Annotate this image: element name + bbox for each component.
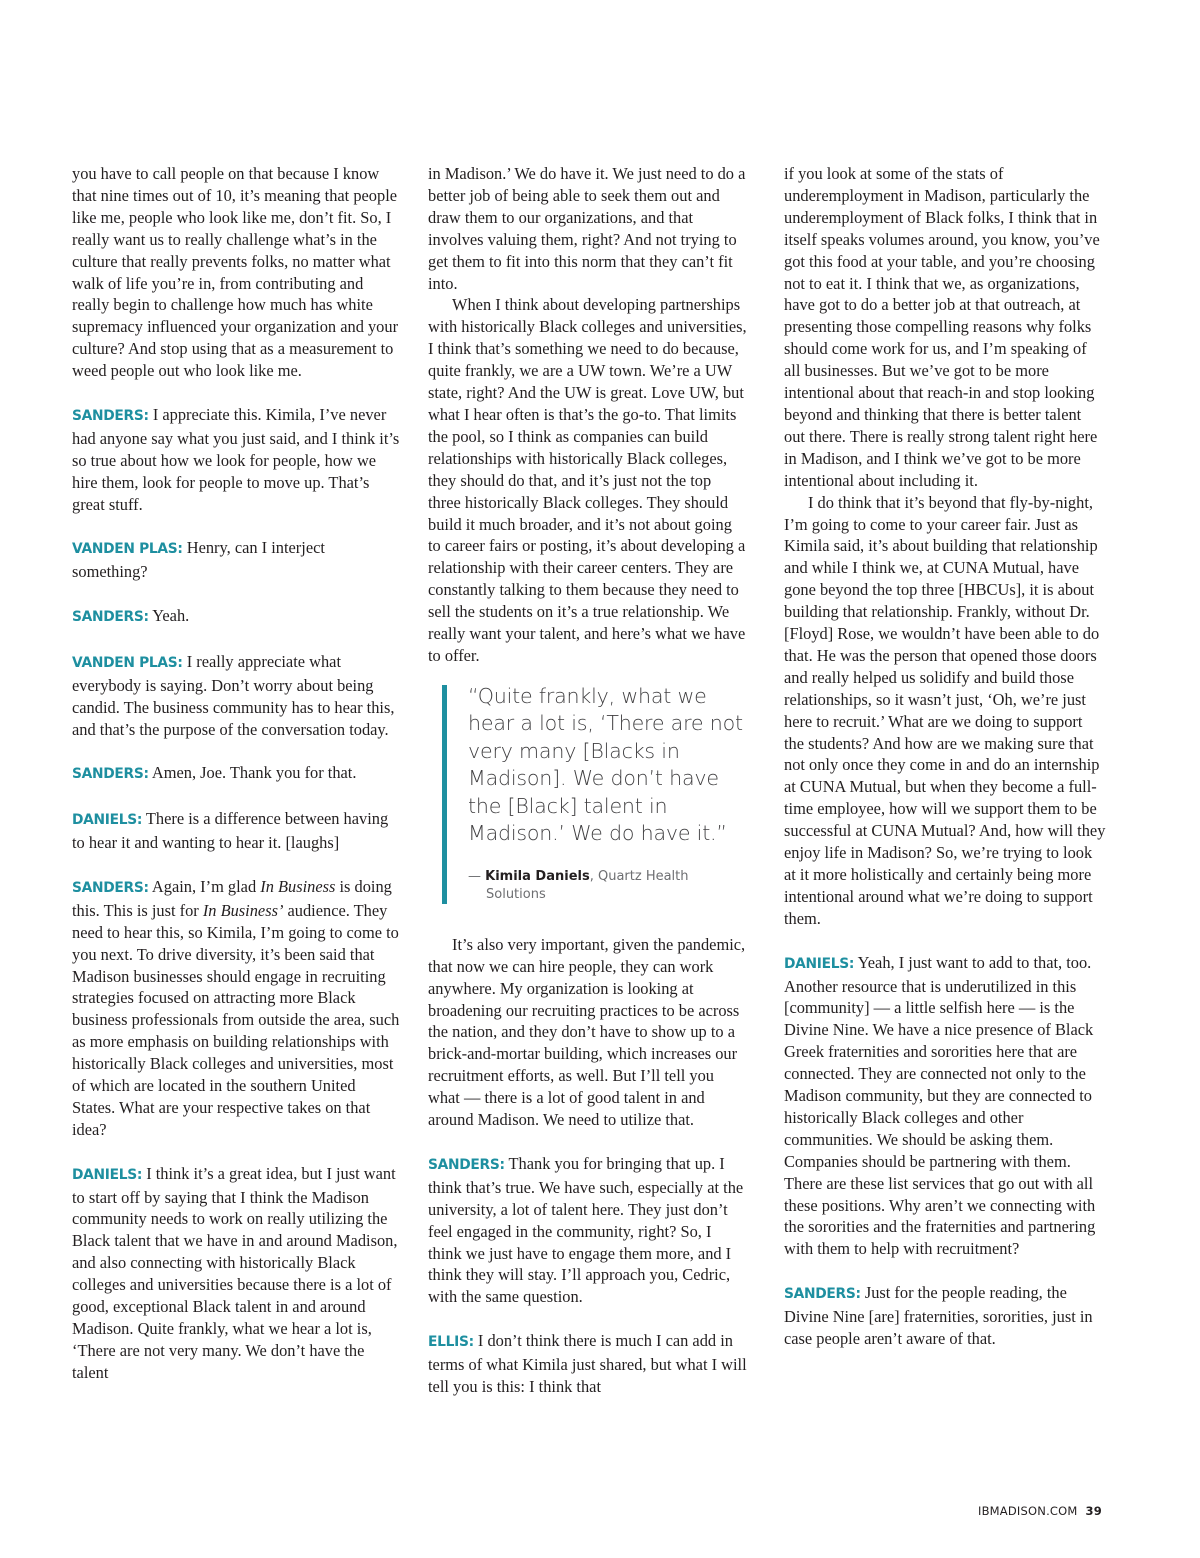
speaker-label: DANIELS:	[72, 1166, 143, 1183]
dialogue-text: is doing this. This is just for	[72, 876, 392, 920]
pull-quote-text: “Quite frankly, what we hear a lot is, ‘There are not very many [Blacks in Madison]. We don’t have the [Black] talent in Madison.’ We do have it.”	[468, 683, 743, 846]
pull-quote-bar	[442, 685, 447, 904]
paragraph: in Madison.’ We do have it. We just need to do a better job of being able to seek them out and draw them to our organizations, and that involves valuing them, right? And not trying to get them to fit into this norm that they can’t fit into.	[428, 164, 746, 293]
paragraph: When I think about developing partnerships with historically Black colleges and universities, I think that’s something we need to do because, quite frankly, we are a UW town. We’re a UW state, right? And the UW is great. Love UW, but what I hear often is that’s the go-to. That limits the pool, so I think as companies can build relationships with historically Black colleges, they should do that, and it’s just not the top three historically Black colleges. They should build it much broader, and it’s not about going to career fairs or posting, it’s about developing a relationship with their career centers. They are constantly talking to them because they need to sell the students on it’s a true relationship. We really want your talent, and here’s what we have to offer.	[428, 295, 747, 665]
publication-title: In Business’	[202, 900, 284, 920]
speaker-label: DANIELS:	[784, 955, 855, 972]
dialogue-text: Yeah.	[148, 606, 190, 626]
speaker-label: SANDERS:	[72, 609, 149, 626]
speaker-label: VANDEN PLAS:	[72, 541, 183, 558]
speaker-label: SANDERS:	[428, 1156, 505, 1173]
dialogue-text: I don’t think there is much I can add in terms of what Kimila just shared, but what I will tell you is this: I think that	[428, 1331, 747, 1396]
dialogue-text: I really appreciate what everybody is saying. Don’t worry about being candid. The business community has to hear this, and that’s the purpose of the conversation today.	[72, 651, 395, 739]
dialogue-text: Thank you for bringing that up. I think that’s true. We have such, especially at the university, a lot of talent here. They just don’t feel engaged in the community, right? So, I think we just have to engage them more, and I think they will stay. I’ll approach you, Cedric, with the same question.	[428, 1153, 744, 1307]
dialogue-sanders	[72, 762, 402, 786]
dialogue-daniels	[72, 808, 402, 854]
dialogue-sanders	[72, 605, 402, 629]
dialogue-sanders	[72, 404, 402, 516]
pull-quote-attribution	[468, 868, 748, 904]
dialogue-ellis	[428, 1330, 748, 1398]
dialogue-text: Amen, Joe. Thank you for that.	[148, 763, 357, 783]
speaker-label: SANDERS:	[72, 407, 149, 424]
dialogue-text: audience. They need to hear this, so Kimila, I’m going to come to you next. To drive diversity, it’s been said that Madison businesses should engage in recruiting strategies focused on attracting more Black business professionals from outside the area, such as more emphasis on building relationships with historically Black colleges and universities, most of which are located in the southern United States. What are your respective takes on that idea?	[72, 900, 400, 1139]
speaker-label: SANDERS:	[784, 1286, 861, 1303]
dialogue-text: I appreciate this. Kimila, I’ve never had anyone say what you just said, and I think it’s so true about how we look for people, how we hire them, look for people to move up. That’s great stuff.	[72, 404, 400, 514]
dialogue-text: There is a difference between having to hear it and wanting to hear it. [laughs]	[72, 809, 389, 853]
attribution-org: , Quartz Health Solutions	[486, 868, 689, 902]
dialogue-sanders	[72, 876, 402, 1141]
column-2	[428, 163, 748, 1398]
dialogue-text: Henry, can I interject something?	[72, 538, 325, 582]
paragraph: you have to call people on that because I know that nine times out of 10, it’s meaning that people like me, people who look like me, don’t fit. So, I really want us to really challenge what’s in the culture that really prevents folks, no matter what walk of life you’re in, from contributing and really begin to challenge how much has white supremacy influenced your organization and your culture? And stop using that as a measurement to weed people out who look like me.	[72, 164, 399, 381]
speaker-label: ELLIS:	[428, 1334, 474, 1351]
paragraph: I do think that it’s beyond that fly-by-night, I’m going to come to your career fair. Just as Kimila said, it’s about building that relationship and while I think we, at CUNA Mutual, have gone beyond the top three [HBCUs], it is about building that relationship. Frankly, without Dr. [Floyd] Rose, we wouldn’t have been able to do that. He was the person that opened those doors and really helped us solidify and build those relationships, so it wasn’t just, ‘Oh, we’re just here to recruit.’ What are we doing to support the students? And how are we making sure that not only once they come in and do an internship at CUNA Mutual, but when they become a full-time employee, how will we support them to be successful at CUNA Mutual? And, how will they enjoy life in Madison? So, we’re trying to look at it more holistically and certainly being more intentional around what we’re doing to support them.	[784, 492, 1106, 928]
dialogue-sanders	[784, 1282, 1106, 1350]
page-footer	[978, 1504, 1102, 1518]
attribution-dash: —	[468, 868, 486, 884]
column-1	[72, 163, 402, 1384]
dialogue-vanden-plas	[72, 537, 402, 583]
attribution-name: Kimila Daniels	[485, 868, 590, 884]
speaker-label: SANDERS:	[72, 766, 149, 783]
footer-site: IBMADISON.COM	[978, 1504, 1078, 1518]
dialogue-daniels	[72, 1163, 402, 1384]
speaker-label: DANIELS:	[72, 812, 143, 829]
speaker-label: VANDEN PLAS:	[72, 654, 183, 671]
speaker-label: SANDERS:	[72, 879, 149, 896]
dialogue-text: Yeah, I just want to add to that, too. Another resource that is underutilized in this [community] — a little selfish here — is the Divine Nine. We have a nice presence of Black Greek fraternities and sororities here that are connected. They are connected not only to the Madison community, but they are connected to historically Black colleges and other communities. We should be asking them. Companies should be partnering with them. There are these list services that go out with all these positions. Why aren’t we connecting with the sororities and the fraternities and partnering with them to help with recruitment?	[784, 952, 1096, 1259]
column-3	[784, 163, 1106, 1350]
dialogue-text: I think it’s a great idea, but I just want to start off by saying that I think the Madison community needs to work on really utilizing the Black talent that we have in and around Madison, and also connecting with historically Black colleges and universities because there is a lot of good, exceptional Black talent in and around Madison. Quite frankly, what we hear a lot is, ‘There are not very many. We don’t have the talent	[72, 1163, 398, 1382]
page-number: 39	[1085, 1504, 1102, 1518]
paragraph: It’s also very important, given the pandemic, that now we can hire people, they can work anywhere. My organization is looking at broadening our recruiting practices to be across the nation, and they don’t have to show up to a brick-and-mortar building, which increases our recruitment efforts, as well. But I’ll tell you what — there is a lot of good talent in and around Madison. We need to utilize that.	[428, 934, 746, 1130]
pull-quote	[442, 683, 748, 904]
dialogue-vanden-plas	[72, 651, 402, 741]
dialogue-sanders	[428, 1153, 748, 1308]
dialogue-text: Again, I’m glad	[148, 876, 261, 896]
paragraph: if you look at some of the stats of underemployment in Madison, particularly the underemployment of Black folks, I think that in itself speaks volumes around, you know, you’ve got this food at your table, and you’re choosing not to eat it. I think that we, as organizations, have got to do a better job at that outreach, at presenting those compelling reasons why folks should come work for us, and I’m speaking of all businesses. But we’ve got to be more intentional about that reach-in and stop looking beyond and thinking that there is better talent out there. There is really strong talent right here in Madison, and I think we’ve got to be more intentional about including it.	[784, 164, 1100, 490]
publication-title: In Business	[260, 876, 336, 896]
dialogue-text: Just for the people reading, the Divine Nine [are] fraternities, sororities, just in case people aren’t aware of that.	[784, 1283, 1093, 1348]
dialogue-daniels	[784, 952, 1106, 1261]
